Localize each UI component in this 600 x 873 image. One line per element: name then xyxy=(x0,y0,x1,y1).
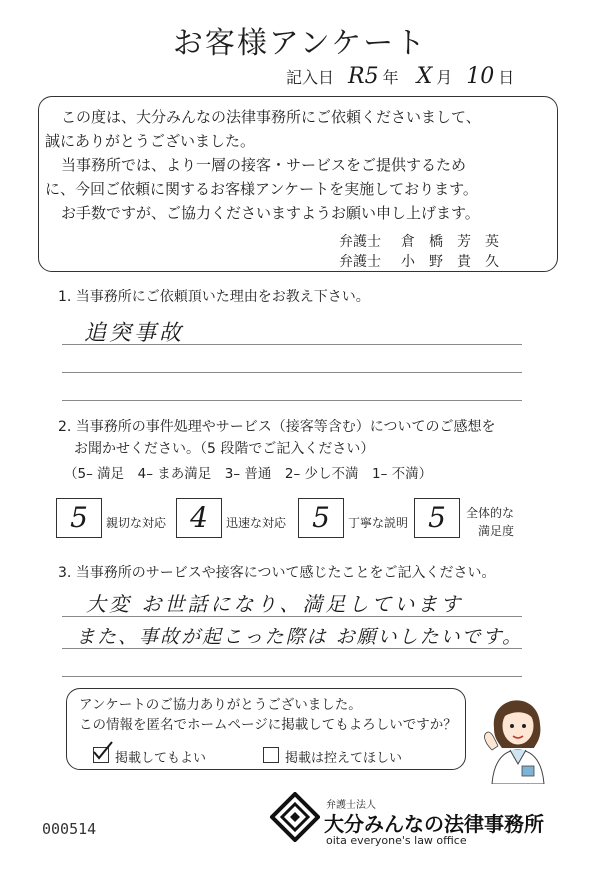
rating-value: 4 xyxy=(190,501,208,534)
rating-box-explanation[interactable] xyxy=(298,498,344,538)
page-title: お客様アンケート xyxy=(172,26,428,61)
intro-line: 誠にありがとうございました。 xyxy=(45,132,256,150)
intro-line: お手数ですが、ご協力くださいますようお願い申し上げます。 xyxy=(61,204,480,222)
rating-label: 全体的な xyxy=(466,506,515,520)
answer-rule xyxy=(62,372,522,373)
question-2-line2: お聞かせください。（5 段階でご記入ください） xyxy=(74,441,375,457)
firm-name: 大分みんなの法律事務所 xyxy=(324,812,544,836)
consent-yes-label: 掲載してもよい xyxy=(115,751,207,766)
consent-line2: この情報を匿名でホームページに掲載してもよろしいですか？ xyxy=(79,717,457,733)
consent-no-label: 掲載は控えてほしい xyxy=(285,751,403,766)
firm-type: 弁護士法人 xyxy=(326,800,376,811)
consent-line1: アンケートのご協力ありがとうございました。 xyxy=(79,697,362,713)
answer-rule xyxy=(62,400,522,401)
rating-value: 5 xyxy=(70,501,88,534)
day-value: 10 xyxy=(466,64,495,89)
document-id: 000514 xyxy=(42,820,97,838)
answer-rule xyxy=(62,344,522,345)
intro-line: この度は、大分みんなの法律事務所にご依頼くださいまして、 xyxy=(61,108,481,126)
firm-name-en: oita everyone's law office xyxy=(326,834,467,847)
staff-mascot-icon xyxy=(478,680,558,784)
month-value: X xyxy=(416,64,433,89)
date-label: 記入日 xyxy=(286,68,335,87)
consent-yes-checkbox[interactable] xyxy=(93,747,109,763)
rating-label: 丁寧な説明 xyxy=(348,516,409,530)
rating-value: 5 xyxy=(312,501,330,534)
rating-box-kindness[interactable] xyxy=(56,498,102,538)
rating-value: 5 xyxy=(428,501,446,534)
answer-rule xyxy=(62,616,522,617)
intro-line: 当事務所では、より一層の接客・サービスをご提供するため xyxy=(61,156,467,174)
era-value: R5 xyxy=(348,64,379,89)
rating-label: 迅速な対応 xyxy=(226,516,287,530)
question-1: 1. 当事務所にご依頼頂いた理由をお教え下さい。 xyxy=(58,289,370,305)
year-label: 年 xyxy=(382,68,399,87)
rating-box-speed[interactable] xyxy=(176,498,222,538)
day-label: 日 xyxy=(498,68,515,87)
answer-1: 追突事故 xyxy=(84,321,185,346)
checkmark-icon xyxy=(92,740,114,762)
question-3: 3. 当事務所のサービスや接客について感じたことをご記入ください。 xyxy=(58,565,496,581)
rating-label: 満足度 xyxy=(478,524,515,538)
intro-box xyxy=(38,96,558,272)
answer-3-line1: 大変 お世話になり、満足しています xyxy=(86,592,464,616)
answer-3-line2: また、事故が起こった際は お願いしたいです。 xyxy=(76,626,524,648)
answer-rule xyxy=(62,676,522,677)
rating-box-overall[interactable] xyxy=(414,498,460,538)
rating-scale: （5– 満足 4– まあ満足 3– 普通 2– 少し不満 1– 不満） xyxy=(64,466,433,482)
firm-logo-icon xyxy=(270,792,320,842)
answer-rule xyxy=(62,648,522,649)
consent-box xyxy=(66,688,466,770)
question-2-line1: 2. 当事務所の事件処理やサービス（接客等含む）についてのご感想を xyxy=(58,419,496,435)
consent-no-checkbox[interactable] xyxy=(263,747,279,763)
signature-title: 弁護士 xyxy=(339,254,381,270)
date-row xyxy=(286,64,514,89)
signature-name: 倉 橋 芳 英 xyxy=(401,234,499,250)
intro-line: に、今回ご依頼に関するお客様アンケートを実施しております。 xyxy=(45,180,478,198)
rating-label: 親切な対応 xyxy=(106,516,167,530)
month-label: 月 xyxy=(436,68,453,87)
signature-title: 弁護士 xyxy=(339,234,381,250)
signature-name: 小 野 貴 久 xyxy=(401,254,499,270)
